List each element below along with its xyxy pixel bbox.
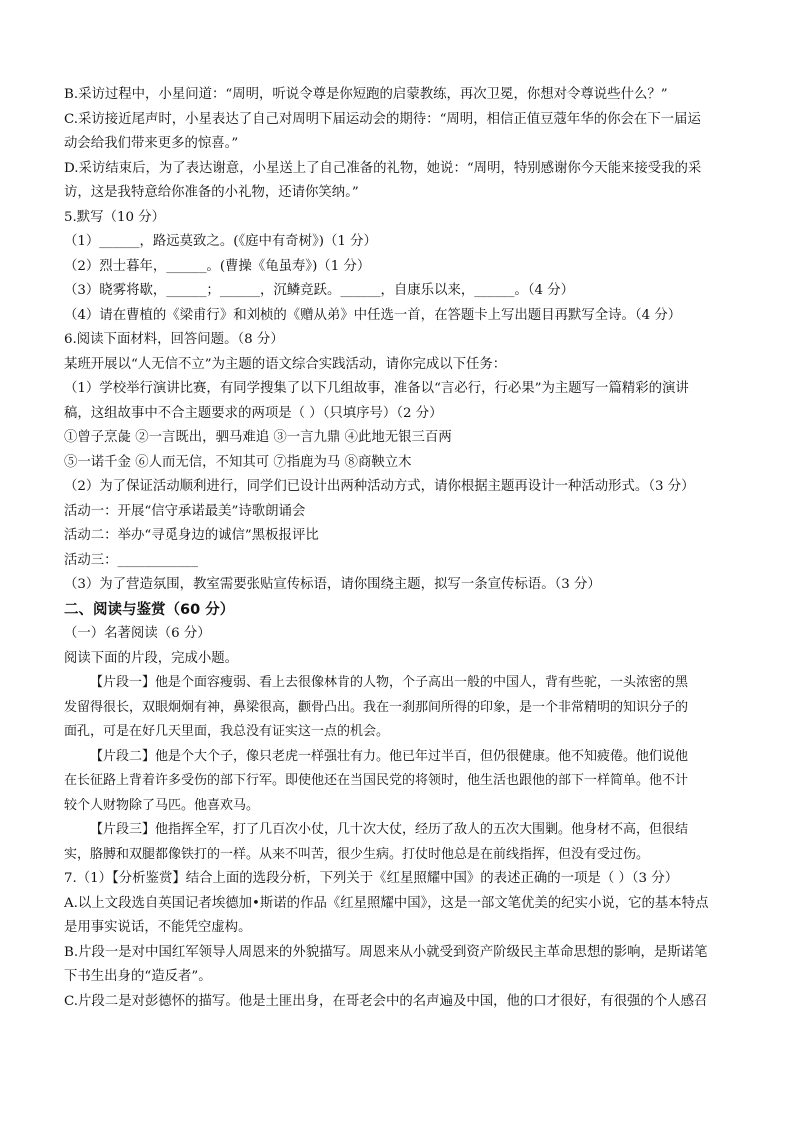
fragment-line: 较个人财物除了马匹。他喜欢马。 (64, 797, 260, 813)
option-line: 是用事实说话，不能凭空虚构。 (64, 920, 252, 935)
text-line: （1）______，路远莫致之。(《庭中有奇树》)（1 分） (64, 234, 377, 249)
question-7-title: 7.（1）【分析鉴赏】结合上面的选段分析，下列关于《红星照耀中国》的表述正确的一项是（ ）（3 分） (64, 871, 679, 886)
text-line: C.采访接近尾声时，小星表达了自己对周明下届运动会的期待：“周明，相信正值豆蔻年华的你会在下一届运 (64, 111, 701, 127)
option-line: 下书生出身的“造反者”。 (64, 969, 212, 984)
fragment-line: 【片段二】他是个大个子，像只老虎一样强壮有力。他已年过半百，但仍很健康。他不知疲倦。他们说他 (90, 748, 689, 764)
fragment-line: 【片段一】他是个面容瘦弱、看上去很像林肯的人物，个子高出一般的中国人，背有些驼，一头浓密的黑 (90, 675, 689, 690)
text-line: （3）晓雾将歇，______；______，沉鳞竞跃。______，自康乐以来，______。（4 分） (64, 283, 575, 298)
fragment-line: 【片段三】他指挥全军，打了几百次小仗，几十次大仗，经历了敌人的五次大围剿。他身材不高，但很结 (90, 822, 689, 837)
section-heading: 二、阅读与鉴赏（60 分） (64, 601, 235, 618)
instruction: 阅读下面的片段，完成小题。 (64, 650, 239, 666)
option-line: B.片段一是对中国红军领导人周恩来的外貌描写。周恩来从小就受到资产阶级民主革命思想的影响，是斯诺笔 (64, 944, 708, 960)
fragment-line: 实，胳膊和双腿都像铁打的一样。从来不叫苦，很少生病。打仗时他总是在前线指挥，但没有受过伤。 (64, 846, 650, 862)
option-line: C.片段二是对彭德怀的描写。他是土匪出身，在哥老会中的名声遍及中国，他的口才很好，有很强的个人感召 (64, 993, 708, 1009)
fragment-line: 面孔，可是在好几天里面，我总没有证实这一点的机会。 (64, 724, 390, 739)
question-5-title: 5.默写（10 分） (64, 209, 166, 225)
text-line: （3）为了营造氛围，教室需要张贴宣传标语，请你围绕主题，拟写一条宣传标语。（3 分） (64, 577, 601, 592)
text-line: D.采访结束后，为了表达谢意，小星送上了自己准备的礼物，她说：“周明，特别感谢你今天能来接受我的采 (64, 160, 702, 176)
text-line: 稿，这组故事中不合主题要求的两项是（ ）（只填序号）（2 分） (64, 405, 443, 421)
text-line: （1）学校举行演讲比赛，有同学搜集了以下几组故事，准备以“言必行，行必果”为主题写一篇精彩的演讲 (64, 381, 689, 396)
fragment-line: 在长征路上背着许多受伤的部下行军。即使他还在当国民党的将领时，他生活也跟他的部下一样简单。他不计 (64, 773, 689, 788)
text-line: （2）为了保证活动顺利进行，同学们已设计出两种活动方式，请你根据主题再设计一种活动形式。（3 分） (64, 479, 695, 494)
text-line: 活动二：举办“寻觅身边的诚信”黑板报评比 (64, 528, 319, 543)
text-line: 活动一：开展“信守承诺最美”诗歌朗诵会 (64, 503, 306, 519)
text-line: ①曾子烹彘 ②一言既出，驷马难追 ③一言九鼎 ④此地无银三百两 (64, 430, 452, 445)
question-6-title: 6.阅读下面材料，回答问题。（8 分） (64, 332, 284, 347)
text-line: 动会给我们带来更多的惊喜。” (64, 136, 239, 151)
text-line: 访，这是我特意给你准备的小礼物，还请你笑纳。” (64, 185, 359, 200)
subsection-heading: （一）名著阅读（6 分） (64, 626, 211, 641)
text-line: ⑤一诺千金 ⑥人而无信，不知其可 ⑦指鹿为马 ⑧商鞅立木 (64, 454, 412, 470)
text-line: （2）烈士暮年，______。(曹操《龟虽寿》)（1 分） (64, 258, 371, 274)
text-line: （4）请在曹植的《梁甫行》和刘桢的《赠从弟》中任选一首，在答题卡上写出题目再默写全诗。（4 分） (64, 307, 682, 323)
text-line: 活动三：____________ (64, 552, 198, 568)
exam-page (64, 86, 740, 1017)
fragment-line: 发留得很长，双眼炯炯有神，鼻梁很高，颧骨凸出。我在一刹那间所得的印象，是一个非常精明的知识分子的 (64, 699, 689, 715)
text-line: 某班开展以“人无信不立”为主题的语文综合实践活动，请你完成以下任务： (64, 356, 507, 372)
text-line: B.采访过程中，小星问道：“周明，听说令尊是你短跑的启蒙教练，再次卫冕，你想对令尊说些什么？” (64, 87, 668, 102)
option-line: A.以上文段选自英国记者埃德加•斯诺的作品《红星照耀中国》，这是一部文笔优美的纪实小说，它的基本特点 (64, 895, 709, 911)
